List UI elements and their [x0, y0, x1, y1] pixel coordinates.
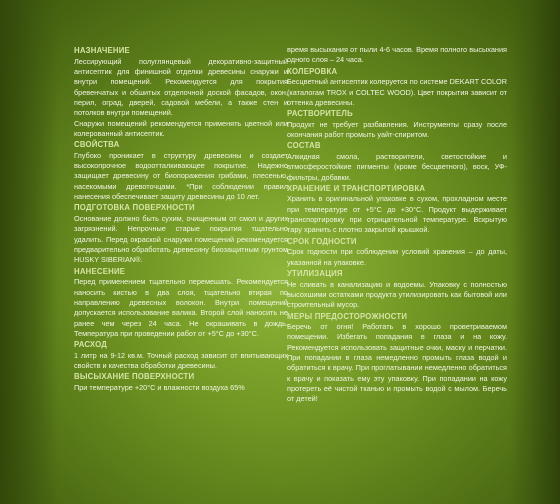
heading-tinting: КОЛЕРОВКА — [287, 66, 338, 76]
left-text-column — [74, 45, 288, 393]
tinting-text: Бесцветный антисептик колеруется по системе DEKART COLOR (каталогам TROX и COLTEC WOOD). Цвет покрытия зависит от оттенка древесины. — [287, 77, 507, 107]
application-text: Перед применением тщательно перемешать. Рекомендуется наносить кистью в два слоя, тщательно втирая по направлению древесных волокон. Внутри помещений допускается использование валика. Второй слой наносить не ранее чем через 24 часа. Не окрашивать в дождь. Температура при проведении работ от +5°С до +30°С. — [74, 277, 288, 338]
heading-precautions: МЕРЫ ПРЕДОСТОРОЖНОСТИ — [287, 311, 408, 321]
consumption-text: 1 литр на 9-12 кв.м. Точный расход зависит от впитывающих свойств и качества обработки древесины. — [74, 350, 288, 371]
right-text-column — [287, 45, 507, 405]
surface-preparation-text: Основание должно быть сухим, очищенным от смол и других загрязнений. Непрочные старые покрытия тщательно удалить. Перед окраской снаружи помещений рекомендуется предварительно обработать древесину биозащитным грунтом HUSKY SIBERIAN®. — [74, 213, 288, 265]
heading-solvent: РАСТВОРИТЕЛЬ — [287, 109, 353, 119]
purpose-text: Лессирующий полуглянцевый декоративно-защитный антисептик для финишной отделки древесины снаружи и внутри помещений. Рекомендуется для покрытия бревенчатых и обшитых отделочной доской фасадов, окон, перил, оград, дверей, садовой мебели, а также стен и потолков внутри помещений. — [74, 56, 288, 118]
purpose-note-text: Снаружи помещений рекомендуется применять цветной или колерованный антисептик. — [74, 118, 288, 138]
heading-properties: СВОЙСТВА — [74, 140, 120, 150]
shelf-life-text: Срок годности при соблюдении условий хранения – до даты, указанной на упаковке. — [287, 247, 507, 267]
heading-disposal: УТИЛИЗАЦИЯ — [287, 269, 343, 278]
heading-consumption: РАСХОД — [74, 340, 107, 350]
heading-application: НАНЕСЕНИЕ — [74, 266, 126, 276]
precautions-text: Беречь от огня! Работать в хорошо проветриваемом помещении. Избегать попадания в глаза и на кожу. Рекомендуется использовать защитные очки, маску и перчатки. При попадании в глаза немедленно промыть глаза водой и обратиться к врачу. При проглатывании немедленно обратиться к врачу и показать ему эту упаковку. При попадании на кожу протереть её чистой тканью и промыть водой с мылом. Беречь от детей! — [287, 322, 507, 404]
heading-shelf-life: СРОК ГОДНОСТИ — [287, 236, 357, 246]
heading-composition: СОСТАВ — [287, 141, 321, 151]
drying-text: При температуре +20°С и влажности воздуха 65% — [74, 382, 245, 392]
heading-drying: ВЫСЫХАНИЕ ПОВЕРХНОСТИ — [74, 372, 195, 382]
disposal-text: Не сливать в канализацию и водоемы. Упаковку с полностью высохшими остатками продукта утилизировать как бытовой или строительный мусор. — [287, 279, 507, 310]
storage-transport-text: Хранить в оригинальной упаковке в сухом, прохладном месте при температуре от +5°С до +30°С. Продукт выдерживает транспортировку при отрицательной температуре. Вскрытую тару хранить с плотно закрытой крышкой. — [287, 194, 507, 235]
heading-surface-preparation: ПОДГОТОВКА ПОВЕРХНОСТИ — [74, 203, 195, 213]
left-dark-edge — [0, 0, 58, 504]
composition-text: Алкидная смола, растворители, светостойкие и атмосферостойкие пигменты (кроме бесцветного), воск, УФ-фильтры, добавки. — [287, 151, 507, 182]
drying-text-continued: время высыхания от пыли 4-6 часов. Время полного высыхания одного слоя – 24 часа. — [287, 45, 507, 65]
heading-purpose: НАЗНАЧЕНИЕ — [74, 46, 130, 55]
right-dark-edge — [510, 0, 560, 504]
heading-storage-transport: ХРАНЕНИЕ И ТРАНСПОРТИРОВКА — [287, 183, 426, 193]
solvent-text: Продукт не требует разбавления. Инструменты сразу после окончания работ промыть уайт-спиритом. — [287, 119, 507, 140]
properties-text: Глубоко проникает в структуру древесины и создает высокопрочное водоотталкивающее покрытие. Надежно защищает древесину от биопоражения грибами, плесенью, насекомыми древоточцами. *При соблюдении правил нанесения обеспечивает защиту древесины до 10 лет. — [74, 150, 288, 202]
